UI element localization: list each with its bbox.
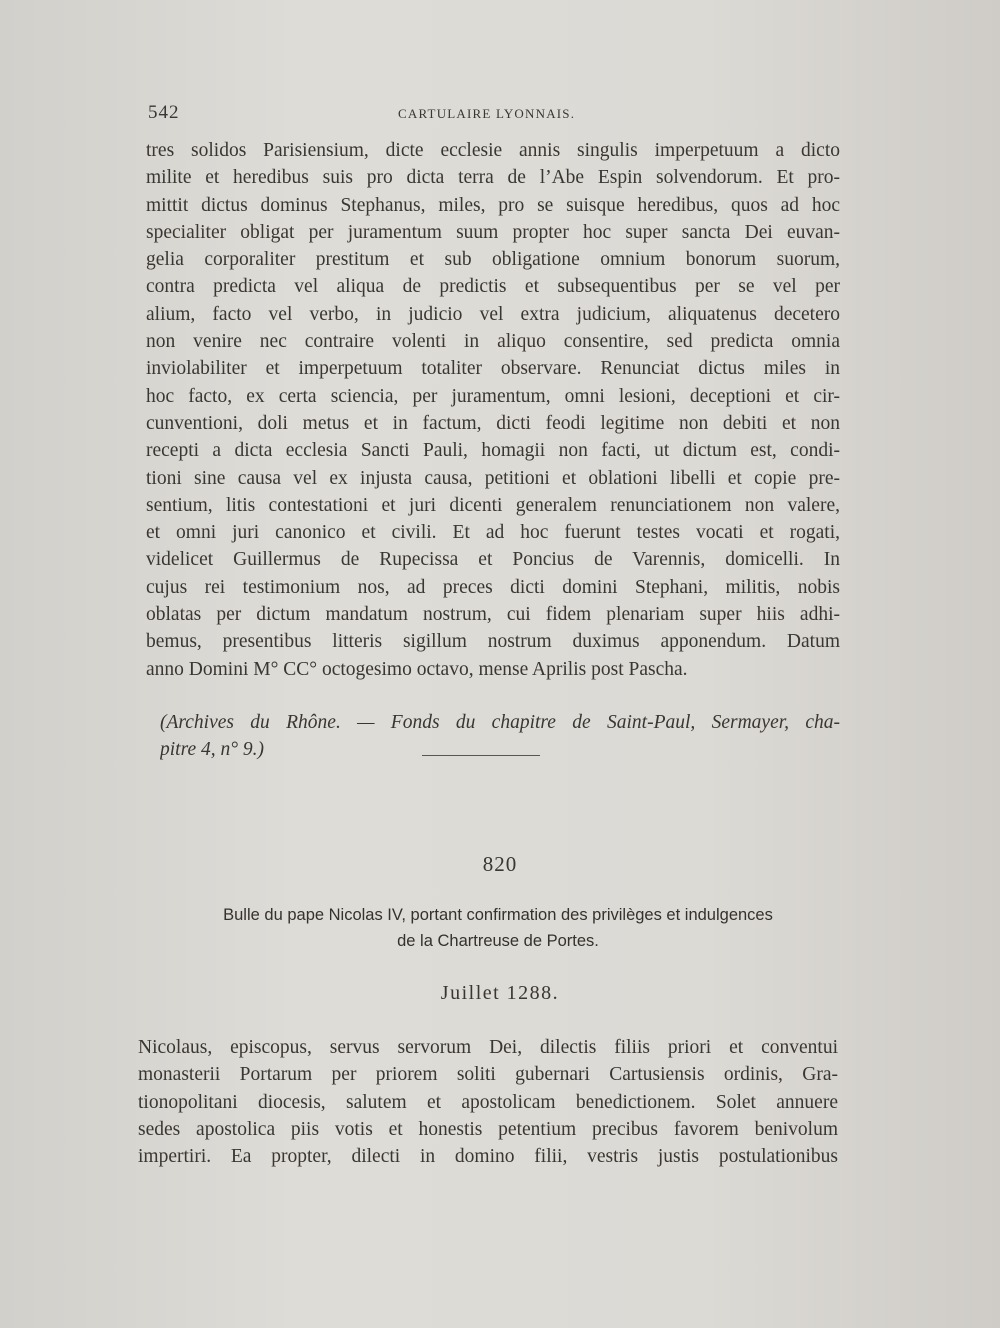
text-line: sentium, litis contestationi et juri dicenti generalem renunciationem non valere, <box>146 494 840 516</box>
text-line: recepti a dicta ecclesia Sancti Pauli, homagii non facti, ut dictum est, condi- <box>146 440 840 462</box>
document-title-line: de la Chartreuse de Portes. <box>397 932 599 950</box>
text-line: inviolabiliter et imperpetuum totaliter observare. Renunciat dictus miles in <box>146 358 840 380</box>
text-line: bemus, presentibus litteris sigillum nostrum duximus apponendum. Datum <box>146 631 840 653</box>
paragraph-2 <box>138 1034 838 1170</box>
text-line: mittit dictus dominus Stephanus, miles, pro se suisque heredibus, quos ad hoc <box>146 194 840 216</box>
reference-line: pitre 4, n° 9.) <box>160 739 265 761</box>
text-line: oblatas per dictum mandatum nostrum, cui fidem plenariam super hiis adhi- <box>146 604 840 626</box>
section-divider <box>422 755 540 756</box>
reference-line: (Archives du Rhône. — Fonds du chapitre de Saint-Paul, Sermayer, cha- <box>160 712 840 733</box>
text-line: tionopolitani diocesis, salutem et apostolicam benedictionem. Solet annuere <box>138 1091 838 1113</box>
text-line: contra predicta vel aliqua de predictis et subsequentibus per se vel per <box>146 276 840 298</box>
text-line: alium, facto vel verbo, in judicio vel extra judicium, aliquatenus decetero <box>146 303 840 325</box>
page-number: 542 <box>148 102 180 123</box>
text-line: Nicolaus, episcopus, servus servorum Dei, dilectis filiis priori et conventui <box>138 1037 838 1058</box>
document-number: 820 <box>482 852 518 876</box>
document-date: Juillet 1288. <box>440 982 560 1004</box>
document-title-line: Bulle du pape Nicolas IV, portant confirmation des privilèges et indulgences <box>223 906 773 924</box>
text-line: monasterii Portarum per priorem soliti gubernari Cartusiensis ordinis, Gra- <box>138 1064 838 1086</box>
text-line: anno Domini M° CC° octogesimo octavo, mense Aprilis post Pascha. <box>146 658 688 680</box>
paragraph-1 <box>146 137 840 683</box>
text-line: cunventioni, doli metus et in factum, dicti feodi legitime non debiti et non <box>146 412 840 434</box>
document-title <box>148 902 848 954</box>
text-line: hoc facto, ex certa sciencia, per juramentum, omni lesioni, deceptioni et cir- <box>146 385 840 407</box>
text-line: tioni sine causa vel ex injusta causa, petitioni et oblationi libelli et copie pre- <box>146 467 840 489</box>
text-line: milite et heredibus suis pro dicta terra de l’Abe Espin solvendorum. Et pro- <box>146 167 840 189</box>
text-line: sedes apostolica piis votis et honestis petentium precibus favorem benivolum <box>138 1118 838 1140</box>
text-line: videlicet Guillermus de Rupecissa et Poncius de Varennis, domicelli. In <box>146 549 840 571</box>
text-line: gelia corporaliter prestitum et sub obligatione omnium bonorum suorum, <box>146 249 840 271</box>
page-header <box>148 102 838 126</box>
running-title: CARTULAIRE LYONNAIS. <box>398 106 576 121</box>
text-line: impertiri. Ea propter, dilecti in domino filii, vestris justis postulationibus <box>138 1146 838 1168</box>
text-line: et omni juri canonico et civili. Et ad hoc fuerunt testes vocati et rogati, <box>146 522 840 544</box>
text-line: non venire nec contraire volenti in aliquo consentire, sed predicta omnia <box>146 331 840 353</box>
text-line: specialiter obligat per juramentum suum propter hoc super sancta Dei euvan- <box>146 221 840 243</box>
text-line: cujus rei testimonium nos, ad preces dicti domini Stephani, militis, nobis <box>146 576 840 598</box>
text-line: tres solidos Parisiensium, dicte ecclesie annis singulis imperpetuum a dicto <box>146 140 840 161</box>
